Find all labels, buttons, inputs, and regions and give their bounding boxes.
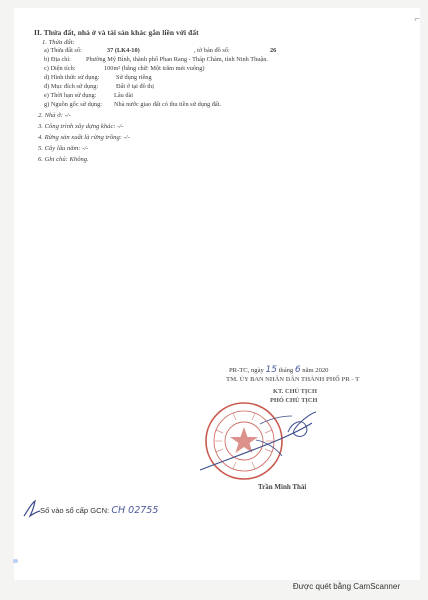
map-value: 26 bbox=[270, 47, 277, 54]
area-value: 100m² (bằng chữ: Một trăm mét vuông) bbox=[104, 65, 205, 72]
term-label: e) Thời hạn sử dụng: bbox=[44, 92, 97, 99]
scan-dot bbox=[13, 559, 18, 563]
land-heading: 1. Thửa đất: bbox=[42, 39, 75, 46]
term-row bbox=[44, 92, 134, 99]
item-perennial-trees: 5. Cây lâu năm: -/- bbox=[38, 145, 89, 152]
parcel-label: a) Thửa đất số: bbox=[44, 47, 82, 54]
date-day: 15 bbox=[265, 365, 277, 375]
item-planted-forest: 4. Rừng sản xuất là rừng trồng: -/- bbox=[38, 134, 130, 141]
section-title: II. Thửa đất, nhà ở và tài sản khác gắn liền với đất bbox=[34, 28, 199, 37]
term-value: Lâu dài bbox=[114, 92, 134, 99]
purpose-value: Đất ở tại đô thị bbox=[116, 83, 154, 90]
origin-label: g) Nguồn gốc sử dụng: bbox=[44, 101, 102, 108]
date-month: 6 bbox=[294, 365, 301, 375]
parcel-row bbox=[44, 47, 277, 54]
area-label: c) Diện tích: bbox=[44, 65, 76, 72]
year-label: năm 2020 bbox=[302, 367, 329, 374]
handwritten-signature-icon bbox=[196, 404, 326, 476]
camscanner-watermark: Được quét bằng CamScanner bbox=[292, 582, 400, 591]
org-title: TM. ỦY BAN NHÂN DÂN THÀNH PHỐ PR - T bbox=[226, 376, 360, 383]
address-label: b) Địa chỉ: bbox=[44, 56, 71, 63]
form-row bbox=[44, 74, 152, 81]
serial-label: Số vào sổ cấp GCN: bbox=[40, 506, 110, 515]
kt-title: KT. CHỦ TỊCH bbox=[273, 388, 317, 395]
serial-row bbox=[40, 506, 158, 516]
date-prefix: PR-TC, ngày bbox=[229, 367, 264, 374]
month-label: tháng bbox=[278, 367, 294, 374]
parcel-value: 37 (LK4-10) bbox=[107, 47, 140, 54]
vice-chair-title: PHÓ CHỦ TỊCH bbox=[270, 397, 318, 404]
area-row bbox=[44, 65, 205, 72]
purpose-row bbox=[44, 83, 154, 90]
corner-mark: ⌐ bbox=[414, 14, 420, 25]
address-row bbox=[44, 56, 268, 63]
form-value: Sử dụng riêng bbox=[116, 74, 152, 81]
purpose-label: đ) Mục đích sử dụng: bbox=[44, 83, 99, 90]
sign-date bbox=[229, 366, 328, 375]
item-house: 2. Nhà ở: -/- bbox=[38, 112, 71, 119]
map-label: , tờ bản đồ số: bbox=[194, 47, 230, 54]
item-note: 6. Ghi chú: Không. bbox=[38, 156, 89, 163]
origin-row bbox=[44, 101, 222, 108]
origin-value: Nhà nước giao đất có thu tiền sử dụng đất. bbox=[114, 101, 222, 108]
signer-name: Trần Minh Thái bbox=[258, 483, 307, 491]
address-value: Phường Mỹ Bình, thành phố Phan Rang - Tháp Chàm, tỉnh Ninh Thuận. bbox=[86, 56, 268, 63]
item-other-construction: 3. Công trình xây dựng khác: -/- bbox=[38, 123, 124, 130]
serial-value: CH 02755 bbox=[111, 505, 159, 516]
form-label: d) Hình thức sử dụng: bbox=[44, 74, 100, 81]
